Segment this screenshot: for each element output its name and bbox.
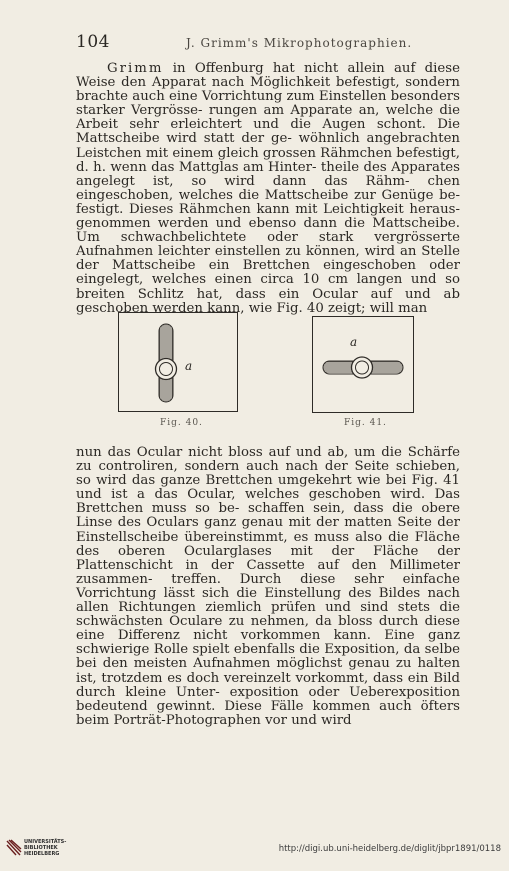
p1-line: und ab geschoben werden kann, wie Fig. 40 zeigt; will man [76, 286, 460, 316]
p1-line: 10 cm langen und so breiten Schlitz hat, dass ein Ocular auf [76, 272, 460, 302]
p1-line: chen eingeschoben, welches die Mattscheibe zur Genüge be- [76, 173, 460, 203]
figure-41 [312, 316, 414, 413]
ocular-inner-ring [356, 361, 369, 374]
p1-line: einstellen zu können, wird an Stelle der Mattscheibe ein [76, 244, 460, 274]
p2-line: exposition oder Ueberexposition bedeutend gewinnt. Diese Fälle [76, 684, 461, 714]
p2-line: muss also die Fläche des oberen Ocularglases mit der Fläche [76, 529, 460, 559]
library-name: UNIVERSITÄTS- BIBLIOTHEK HEIDELBERG [24, 839, 67, 857]
p2-line: mit der matten Seite der Einstellscheibe übereinstimmt, es [76, 515, 461, 545]
p2-line: das ganze Brettchen umgekehrt wie bei Fig. 41 und ist a das [76, 473, 461, 503]
p2-line: Ocular, welches geschoben wird. Das Brettchen muss so be- [76, 487, 461, 517]
page-number: 104 [76, 32, 110, 52]
fig41-drawing [313, 317, 413, 412]
paragraph-2 [76, 446, 460, 728]
fig41-label: a [350, 335, 358, 349]
library-seal-icon [6, 839, 22, 857]
author-name: Grimm [107, 61, 164, 76]
fig40-drawing [119, 313, 237, 411]
p1-line: festigt. Dieses Rähmchen kann mit Leichtigkeit heraus- [76, 201, 460, 217]
paragraph-1 [76, 62, 460, 316]
p2-line: es doch vereinzelt vorkommt, dass ein Bild durch kleine Unter- [76, 670, 461, 700]
page-footer [0, 835, 509, 871]
p1-line: schwachbelichtete oder stark vergrösserte Aufnahmen leichter [76, 230, 460, 260]
digital-library-url[interactable]: http://digi.ub.uni-heidelberg.de/diglit/jbpr1891/0118 [278, 844, 501, 854]
p1-line: Rähmchen befestigt, d. h. wenn das Mattglas am Hinter- [76, 145, 460, 175]
p2-line: schwierige Rolle spielt ebenfalls die Exposition, da selbe bei [76, 642, 460, 672]
fig41-caption: Fig. 41. [344, 418, 387, 428]
p1-line: rungen am Apparate an, welche die Arbeit sehr erleichtert [76, 103, 460, 133]
p1-line: in Offenburg hat nicht allein auf diese Weise [76, 61, 460, 91]
p1-line: den Apparat nach Möglichkeit befestigt, sondern brachte auch [76, 75, 460, 105]
p1-line: theile des Apparates angelegt ist, so wird dann das Rähm- [76, 159, 461, 189]
p1-line: Brettchen eingeschoben oder eingelegt, welches einen circa [76, 258, 460, 288]
p2-line: treffen. Durch diese sehr einfache Vorrichtung lässt sich die [76, 571, 460, 601]
fig40-label: a [185, 359, 193, 373]
p2-line: der Plattenschicht in der Cassette auf den Millimeter zusammen- [76, 543, 460, 587]
p2-line: durch diese eine Differenz nicht vorkommen kann. Eine ganz [76, 614, 460, 644]
page-header [70, 32, 460, 52]
p1-line: genommen werden und ebenso dann die Mattscheibe. Um [76, 216, 460, 246]
ocular-inner-ring [160, 363, 173, 376]
p2-line: nun das Ocular nicht bloss auf und ab, um die Schärfe zu [76, 445, 460, 475]
p2-line: controliren, sondern auch nach der Seite schieben, so wird [76, 459, 461, 489]
p1-line: eine Vorrichtung zum Einstellen besonders starker Vergrösse- [76, 89, 460, 119]
p1-line: wöhnlich angebrachten Leistchen mit einem gleich grossen [76, 131, 460, 161]
p2-line: den meisten Aufnahmen möglichst genau zu halten ist, trotzdem [76, 656, 461, 686]
fig40-caption: Fig. 40. [160, 418, 203, 428]
p1-line: und die Augen schont. Die Mattscheibe wird statt der ge- [76, 117, 460, 147]
figure-40 [118, 312, 238, 412]
p2-line: schaffen sein, dass die obere Linse des Oculars ganz genau [76, 501, 460, 531]
running-title: J. Grimm's Mikrophotographien. [186, 36, 413, 50]
p2-line: kommen auch öfters beim Porträt-Photographen vor und wird [76, 698, 460, 728]
p2-line: und sind stets die schwächsten Oculare zu nehmen, da bloss [76, 600, 460, 630]
p2-line: Einstellung des Bildes nach allen Richtungen ziemlich prüfen [76, 585, 460, 616]
